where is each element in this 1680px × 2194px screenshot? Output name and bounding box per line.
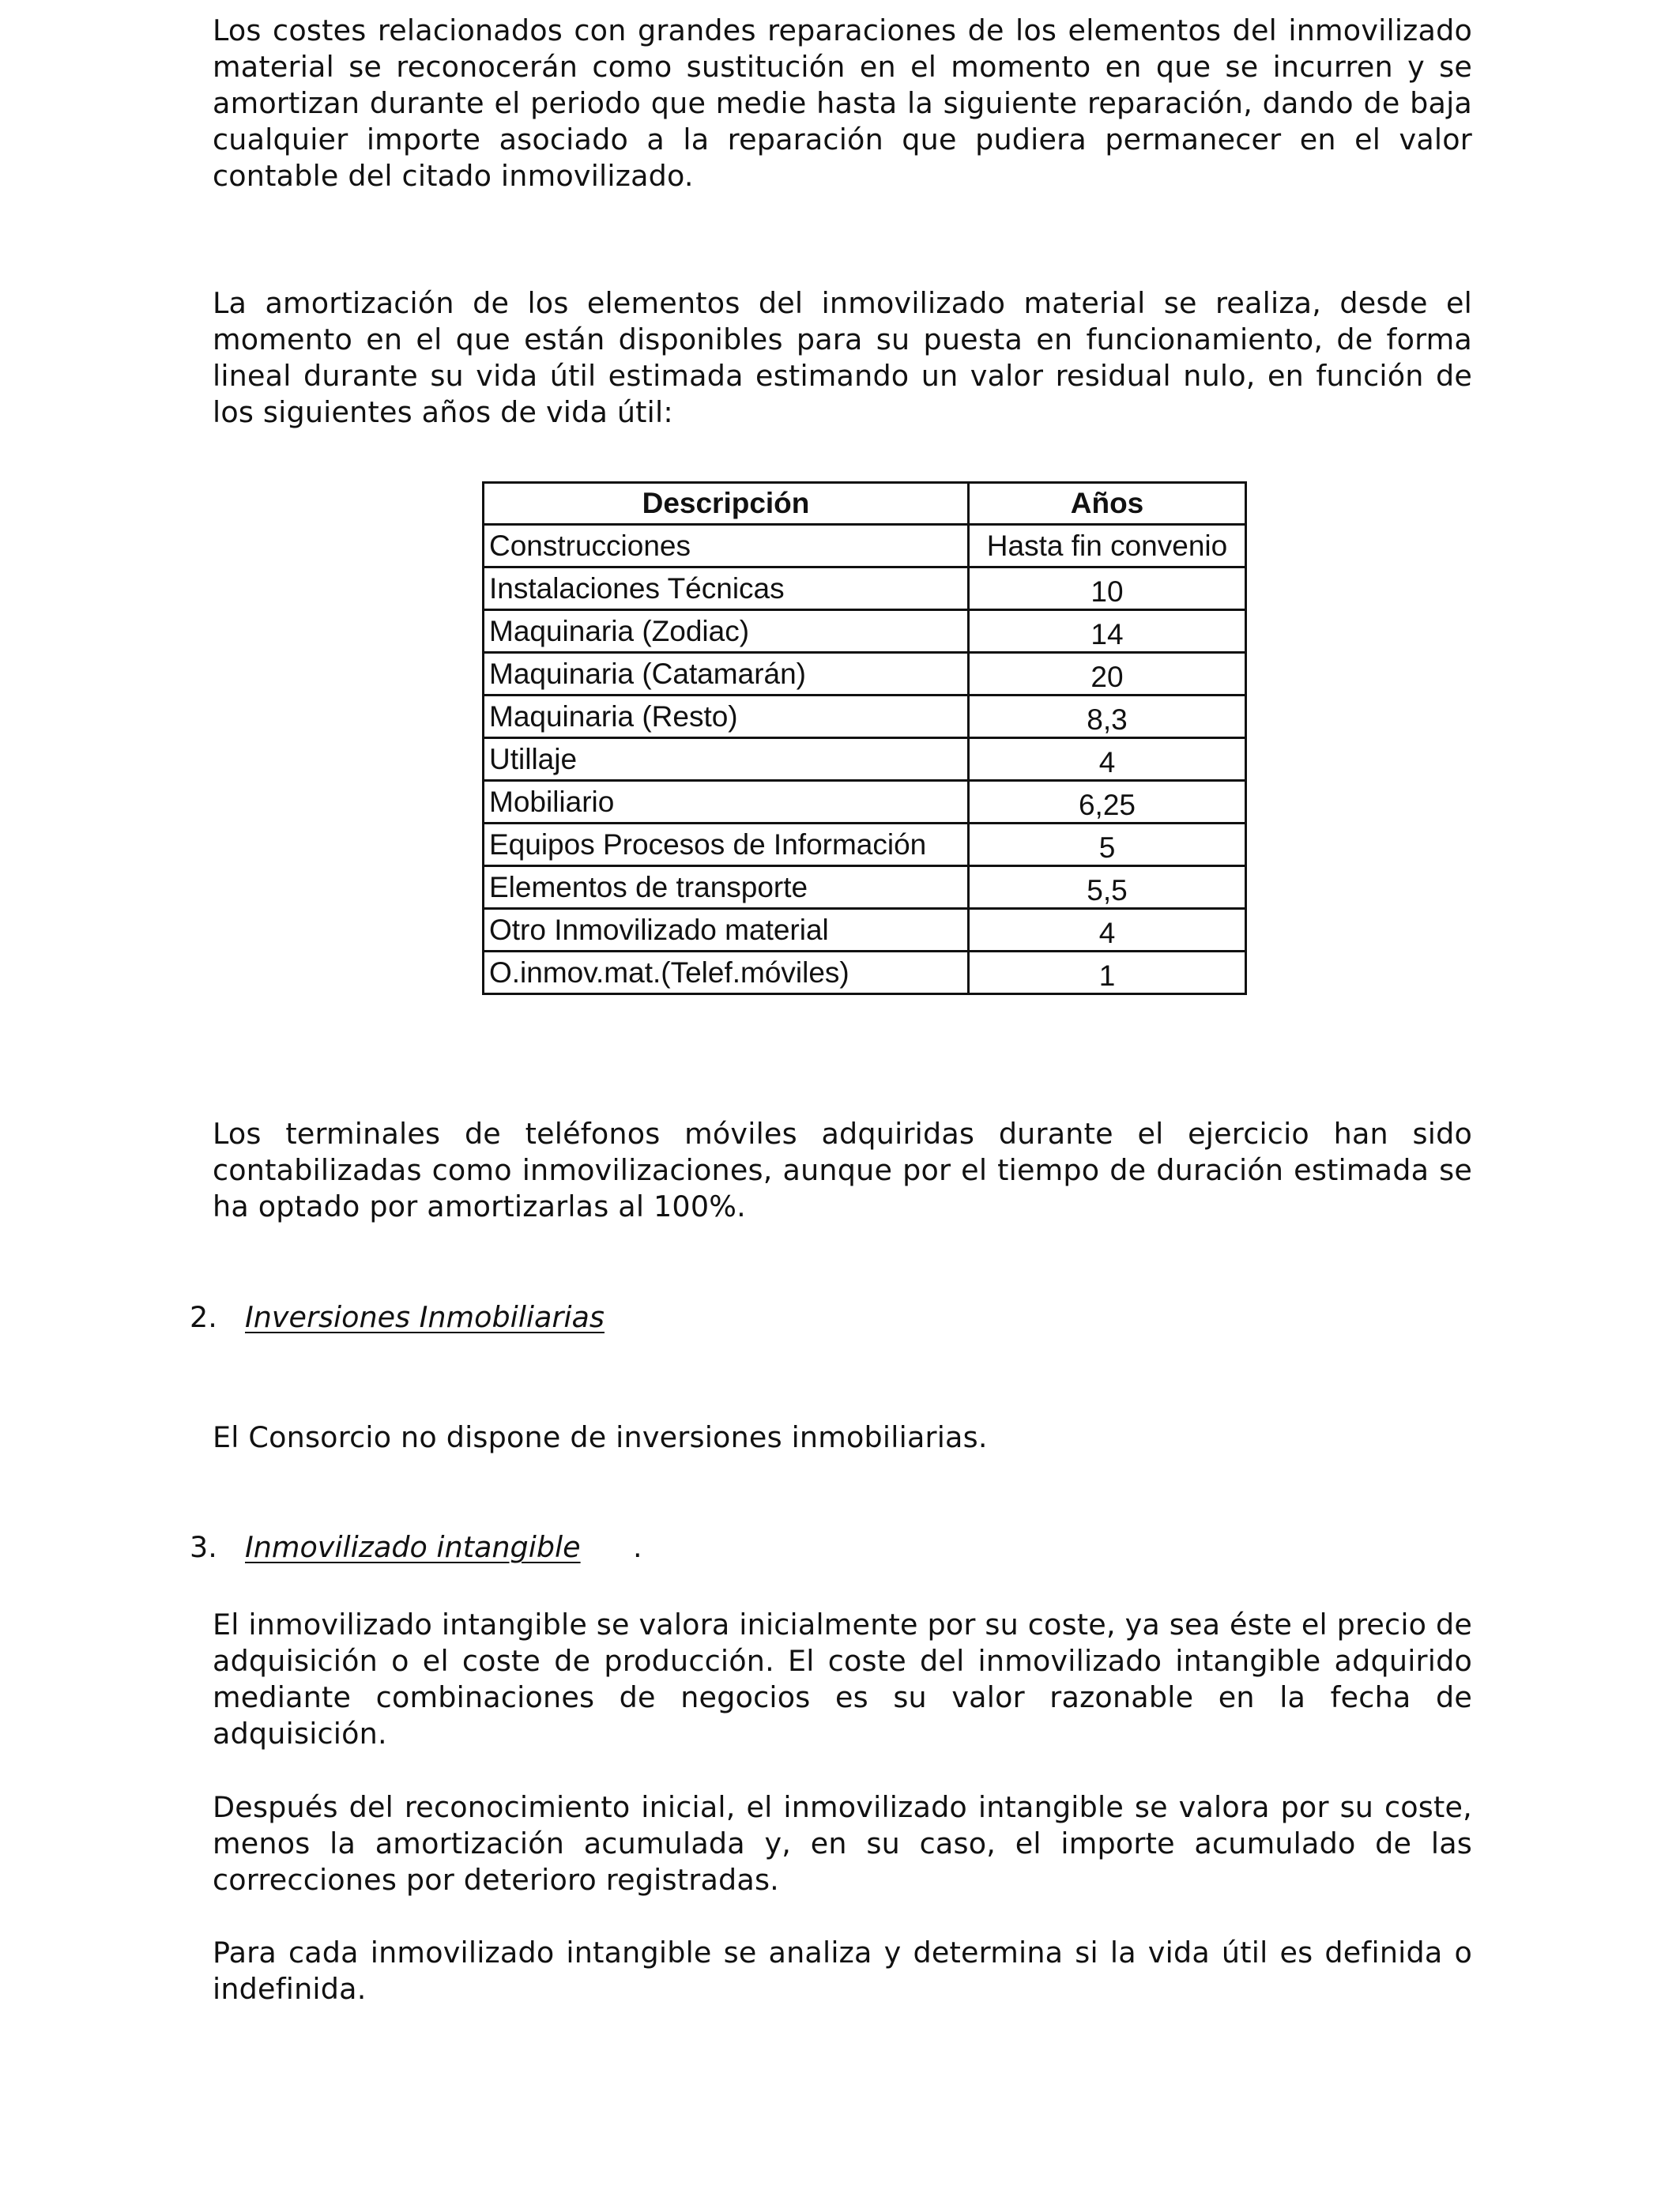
table-row (484, 696, 1246, 738)
table-row (484, 952, 1246, 994)
section-title-suffix: . (633, 1530, 642, 1564)
paragraph-amortizacion: La amortización de los elementos del inmovilizado material se realiza, desde el momento en el que están disponibles para su puesta en funcionamiento, de forma lineal durante su vida útil estimada estimando un valor residual nulo, en función de los siguientes años de vida útil: (213, 286, 1472, 429)
table-row (484, 610, 1246, 653)
table-row (484, 567, 1246, 610)
table-cell-anos: 10 (969, 567, 1246, 610)
section-heading-inversiones (190, 1299, 901, 1336)
paragraph-telefonos-moviles: Los terminales de teléfonos móviles adquiridas durante el ejercicio han sido contabilizadas como inmovilizaciones, aunque por el tiempo de duración estimada se ha optado por amortizarlas al 100%. (213, 1117, 1472, 1223)
table-cell-anos: Hasta fin convenio (969, 525, 1246, 567)
table-cell-descripcion: Maquinaria (Catamarán) (484, 653, 969, 696)
paragraph-consorcio: El Consorcio no dispone de inversiones inmobiliarias. (213, 1420, 988, 1454)
table-cell-anos: 8,3 (969, 696, 1246, 738)
table-cell-anos: 1 (969, 952, 1246, 994)
table-row (484, 781, 1246, 824)
useful-life-table (482, 481, 1247, 995)
table-header-row (484, 483, 1246, 525)
table-row (484, 653, 1246, 696)
paragraph-grandes-reparaciones: Los costes relacionados con grandes reparaciones de los elementos del inmovilizado material se reconocerán como sustitución en el momento en que se incurren y se amortizan durante el periodo que medie hasta la siguiente reparación, dando de baja cualquier importe asociado a la reparación que pudiera permanecer en el valor contable del citado inmovilizado. (213, 13, 1472, 193)
table-cell-anos: 5 (969, 824, 1246, 866)
paragraph-reconocimiento: Después del reconocimiento inicial, el inmovilizado intangible se valora por su coste, menos la amortización acumulada y, en su caso, el importe acumulado de las correcciones por deterioro registradas. (213, 1790, 1472, 1897)
table-row (484, 738, 1246, 781)
table-cell-descripcion: Utillaje (484, 738, 969, 781)
table-cell-descripcion: Maquinaria (Resto) (484, 696, 969, 738)
table-cell-anos: 5,5 (969, 866, 1246, 909)
table-cell-descripcion: Maquinaria (Zodiac) (484, 610, 969, 653)
paragraph-vida-util: Para cada inmovilizado intangible se analiza y determina si la vida útil es definida o indefinida. (213, 1936, 1472, 2006)
table-cell-anos: 20 (969, 653, 1246, 696)
section-heading-intangible (190, 1529, 901, 1566)
table-cell-descripcion: Construcciones (484, 525, 969, 567)
table-cell-descripcion: Equipos Procesos de Información (484, 824, 969, 866)
section-title: Inmovilizado intangible (245, 1530, 581, 1564)
table-cell-anos: 14 (969, 610, 1246, 653)
table-cell-descripcion: Elementos de transporte (484, 866, 969, 909)
table-row (484, 909, 1246, 952)
table-cell-descripcion: Mobiliario (484, 781, 969, 824)
paragraph-valoracion-inicial: El inmovilizado intangible se valora inicialmente por su coste, ya sea éste el precio de adquisición o el coste de producción. El coste del inmovilizado intangible adquirido mediante combinaciones de negocios es su valor razonable en la fecha de adquisición. (213, 1608, 1473, 1751)
table-cell-descripcion: O.inmov.mat.(Telef.móviles) (484, 952, 969, 994)
table-cell-descripcion: Otro Inmovilizado material (484, 909, 969, 952)
table-row (484, 525, 1246, 567)
section-number: 3. (190, 1530, 217, 1564)
table-cell-descripcion: Instalaciones Técnicas (484, 567, 969, 610)
column-header-descripcion: Descripción (484, 483, 969, 525)
table-row (484, 824, 1246, 866)
table-cell-anos: 4 (969, 909, 1246, 952)
column-header-anos: Años (969, 483, 1246, 525)
section-title: Inversiones Inmobiliarias (245, 1300, 605, 1334)
table-cell-anos: 4 (969, 738, 1246, 781)
table-row (484, 866, 1246, 909)
table-cell-anos: 6,25 (969, 781, 1246, 824)
section-number: 2. (190, 1300, 217, 1334)
